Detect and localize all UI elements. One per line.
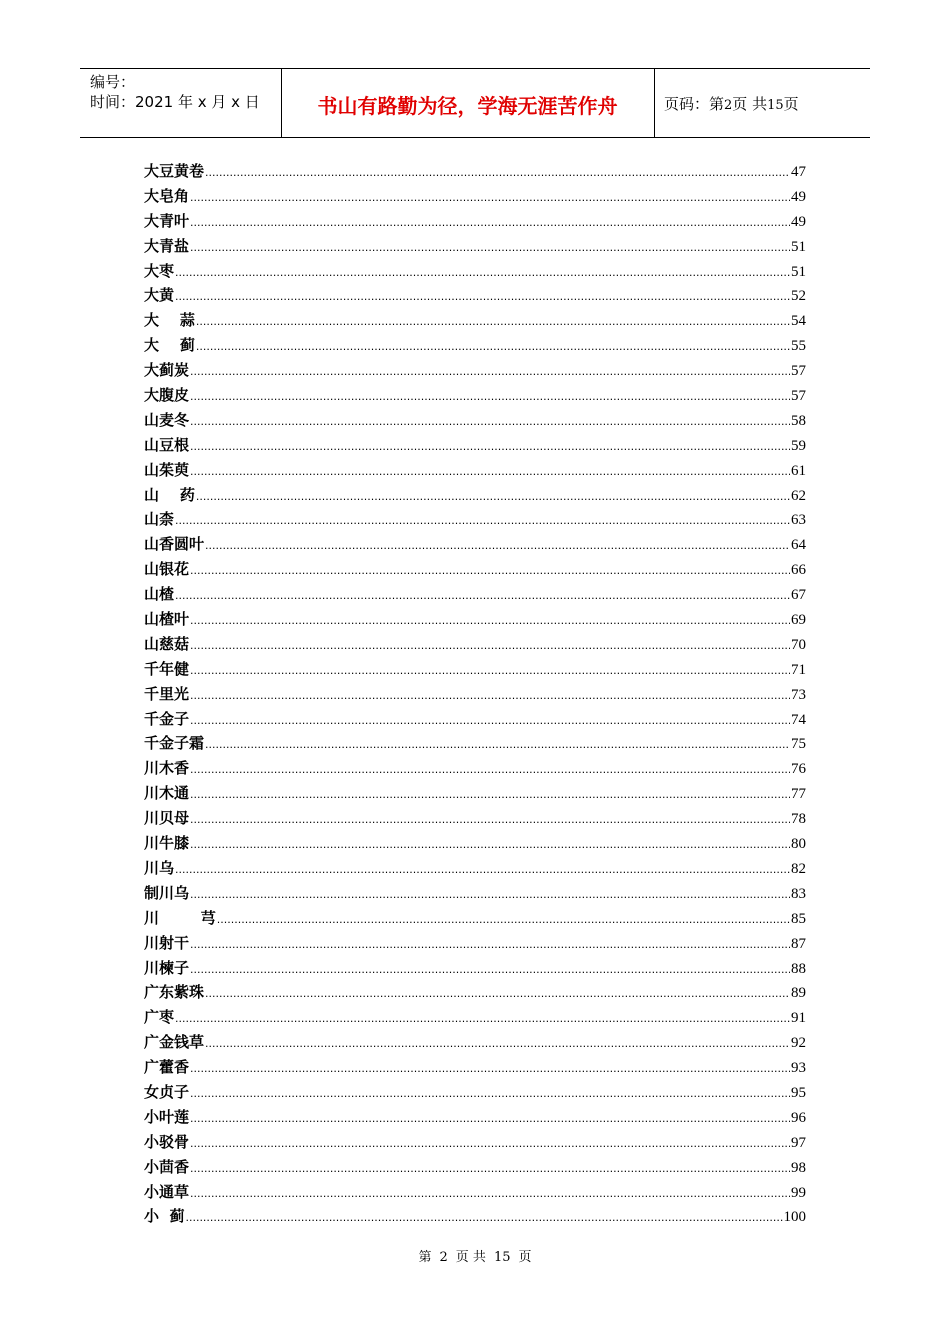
toc-entry-page-number: 58 [791,412,806,429]
toc-entry-title: 山楂 [144,585,175,604]
toc-entry[interactable] [144,1205,806,1230]
toc-entry-page-number: 63 [791,512,806,529]
toc-entry-page-number: 51 [791,238,806,255]
toc-dot-leader [190,1162,790,1175]
toc-entry-page-number: 49 [791,213,806,230]
toc-entry-title: 大 蓟 [144,336,195,355]
toc-entry[interactable] [144,907,806,932]
toc-entry[interactable] [144,583,806,608]
toc-entry-page-number: 69 [791,612,806,629]
toc-entry-page-number: 66 [791,562,806,579]
toc-entry-page-number: 57 [791,363,806,380]
toc-entry-title: 山豆根 [144,435,190,454]
toc-entry-page-number: 75 [791,736,806,753]
toc-entry[interactable] [144,932,806,957]
toc-entry-title: 大枣 [144,261,175,280]
toc-entry-page-number: 100 [783,1209,806,1226]
toc-dot-leader [190,614,790,627]
header-divider [654,69,655,137]
toc-dot-leader [175,1012,790,1025]
toc-entry[interactable] [144,409,806,434]
toc-entry-page-number: 80 [791,836,806,853]
toc-entry-page-number: 61 [791,462,806,479]
toc-entry-page-number: 97 [791,1134,806,1151]
toc-entry-page-number: 96 [791,1109,806,1126]
header-page-indicator [664,93,799,114]
toc-dot-leader [175,589,790,602]
toc-entry[interactable] [144,757,806,782]
toc-dot-leader [196,315,790,328]
toc-entry[interactable] [144,434,806,459]
toc-entry-title: 制川乌 [144,883,190,902]
toc-entry-page-number: 78 [791,811,806,828]
toc-entry-title: 川乌 [144,858,175,877]
toc-dot-leader [190,938,790,951]
table-of-contents [144,160,806,1230]
toc-entry-title: 川楝子 [144,958,190,977]
toc-entry-page-number: 76 [791,761,806,778]
toc-entry[interactable] [144,957,806,982]
toc-dot-leader [190,963,790,976]
toc-entry-page-number: 67 [791,587,806,604]
document-time-label: 时间：2021 年 x 月 x 日 [90,93,260,111]
toc-entry-title: 千金子霜 [144,734,205,753]
toc-entry-title: 小叶莲 [144,1107,190,1126]
toc-entry-page-number: 54 [791,313,806,330]
toc-entry[interactable] [144,160,806,185]
toc-dot-leader [190,465,790,478]
toc-entry-title: 山柰 [144,510,175,529]
toc-entry[interactable] [144,235,806,260]
toc-entry[interactable] [144,782,806,807]
toc-dot-leader [185,1211,782,1224]
toc-entry[interactable] [144,185,806,210]
toc-dot-leader [190,1112,790,1125]
footer-total: 15 [493,1250,511,1265]
toc-dot-leader [190,1187,790,1200]
toc-dot-leader [190,813,790,826]
toc-entry[interactable] [144,260,806,285]
toc-entry-title: 大 蒜 [144,311,195,330]
toc-entry-title: 大青盐 [144,236,190,255]
toc-entry-page-number: 99 [791,1184,806,1201]
toc-dot-leader [190,788,790,801]
page-header [80,68,870,138]
toc-entry-page-number: 51 [791,263,806,280]
toc-entry-page-number: 85 [791,910,806,927]
toc-entry-title: 广金钱草 [144,1033,205,1052]
toc-entry[interactable] [144,359,806,384]
toc-entry[interactable] [144,857,806,882]
toc-entry-page-number: 95 [791,1084,806,1101]
toc-entry[interactable] [144,882,806,907]
toc-entry-page-number: 64 [791,537,806,554]
toc-entry[interactable] [144,1131,806,1156]
toc-entry-title: 山银花 [144,560,190,579]
toc-entry-title: 千里光 [144,684,190,703]
toc-entry-page-number: 92 [791,1035,806,1052]
toc-dot-leader [205,738,790,751]
page-suffix: 页 [783,95,799,113]
toc-entry-title: 小 蓟 [144,1207,185,1226]
toc-dot-leader [175,863,790,876]
toc-entry[interactable] [144,1031,806,1056]
toc-dot-leader [190,689,790,702]
toc-entry[interactable] [144,1106,806,1131]
header-meta [90,72,260,112]
toc-entry-page-number: 49 [791,188,806,205]
toc-entry-title: 大豆黄卷 [144,162,205,180]
toc-entry[interactable] [144,210,806,235]
toc-dot-leader [190,1137,790,1150]
toc-entry-title: 山楂叶 [144,610,190,629]
toc-entry-page-number: 57 [791,388,806,405]
toc-entry[interactable] [144,633,806,658]
toc-entry[interactable] [144,807,806,832]
toc-entry-page-number: 59 [791,437,806,454]
footer-suffix: 页 [518,1250,532,1265]
toc-dot-leader [190,216,790,229]
toc-dot-leader [190,191,790,204]
toc-dot-leader [175,290,790,303]
toc-entry[interactable] [144,1156,806,1181]
toc-entry-page-number: 91 [791,1010,806,1027]
toc-dot-leader [175,514,790,527]
toc-entry-page-number: 88 [791,960,806,977]
toc-dot-leader [205,1037,790,1050]
toc-entry-page-number: 52 [791,288,806,305]
toc-entry-title: 广东紫珠 [144,983,205,1002]
toc-dot-leader [190,664,790,677]
toc-dot-leader [190,241,790,254]
toc-entry-title: 千年健 [144,659,190,678]
toc-dot-leader [190,1087,790,1100]
toc-entry[interactable] [144,832,806,857]
toc-entry-title: 女贞子 [144,1082,190,1101]
toc-dot-leader [196,490,790,503]
toc-entry[interactable] [144,708,806,733]
toc-dot-leader [190,714,790,727]
page-mid: 页 共 [732,95,768,113]
toc-entry[interactable] [144,1056,806,1081]
toc-entry-title: 小驳骨 [144,1132,190,1151]
toc-entry[interactable] [144,981,806,1006]
toc-entry[interactable] [144,1181,806,1206]
toc-entry-title: 大黄 [144,286,175,305]
toc-dot-leader [190,440,790,453]
toc-dot-leader [190,888,790,901]
toc-entry-page-number: 89 [791,985,806,1002]
toc-entry[interactable] [144,459,806,484]
footer-mid: 页 共 [455,1250,486,1265]
toc-dot-leader [190,390,790,403]
toc-entry-title: 小茴香 [144,1157,190,1176]
toc-entry-title: 川射干 [144,933,190,952]
page-current: 2 [724,98,733,113]
page-footer [0,1246,950,1265]
toc-entry[interactable] [144,384,806,409]
toc-dot-leader [190,838,790,851]
toc-dot-leader [196,340,790,353]
toc-entry-title: 大蓟炭 [144,361,190,380]
header-motto: 书山有路勤为径，学海无涯苦作舟 [317,94,618,118]
toc-entry-title: 广枣 [144,1008,175,1027]
toc-entry[interactable] [144,658,806,683]
toc-entry-page-number: 82 [791,860,806,877]
toc-entry-title: 川 芎 [144,908,216,927]
toc-entry[interactable] [144,683,806,708]
toc-dot-leader [190,1062,790,1075]
toc-entry-title: 山麦冬 [144,410,190,429]
toc-entry-title: 川贝母 [144,809,190,828]
toc-entry-title: 山 药 [144,485,195,504]
toc-entry[interactable] [144,1081,806,1106]
page-prefix: 页码：第 [664,95,725,113]
toc-entry-page-number: 87 [791,935,806,952]
toc-entry-title: 川木通 [144,784,190,803]
toc-entry-page-number: 74 [791,711,806,728]
toc-entry-title: 山茱萸 [144,460,190,479]
footer-prefix: 第 [418,1250,432,1265]
toc-entry-title: 川牛膝 [144,834,190,853]
toc-entry-title: 山慈菇 [144,634,190,653]
toc-dot-leader [190,564,790,577]
footer-current: 2 [439,1250,448,1265]
toc-entry-page-number: 62 [791,487,806,504]
toc-dot-leader [217,913,790,926]
toc-entry[interactable] [144,334,806,359]
toc-entry[interactable] [144,732,806,757]
toc-entry-page-number: 98 [791,1159,806,1176]
toc-entry-title: 大皂角 [144,186,190,205]
toc-dot-leader [190,365,790,378]
toc-entry-page-number: 83 [791,885,806,902]
toc-entry-page-number: 70 [791,636,806,653]
toc-entry[interactable] [144,484,806,509]
toc-entry-title: 山香圆叶 [144,535,205,554]
toc-entry[interactable] [144,558,806,583]
toc-dot-leader [205,987,790,1000]
page-total: 15 [767,98,784,113]
toc-entry[interactable] [144,1006,806,1031]
toc-entry-title: 小通草 [144,1182,190,1201]
toc-dot-leader [205,539,790,552]
toc-entry-title: 大腹皮 [144,386,190,405]
toc-entry-title: 川木香 [144,759,190,778]
document-number-label: 编号： [90,73,136,91]
toc-entry-page-number: 77 [791,786,806,803]
toc-dot-leader [190,415,790,428]
toc-entry-page-number: 73 [791,686,806,703]
toc-entry[interactable] [144,533,806,558]
toc-entry-title: 千金子 [144,709,190,728]
toc-entry[interactable] [144,309,806,334]
toc-entry-title: 大青叶 [144,211,190,230]
toc-entry[interactable] [144,508,806,533]
toc-entry[interactable] [144,284,806,309]
toc-dot-leader [190,639,790,652]
toc-entry-page-number: 71 [791,661,806,678]
toc-entry[interactable] [144,608,806,633]
toc-entry-title: 广藿香 [144,1058,190,1077]
toc-entry-page-number: 93 [791,1060,806,1077]
toc-dot-leader [175,266,790,279]
toc-dot-leader [205,166,790,179]
toc-entry-page-number: 55 [791,338,806,355]
toc-entry-page-number: 47 [791,164,806,180]
toc-dot-leader [190,763,790,776]
